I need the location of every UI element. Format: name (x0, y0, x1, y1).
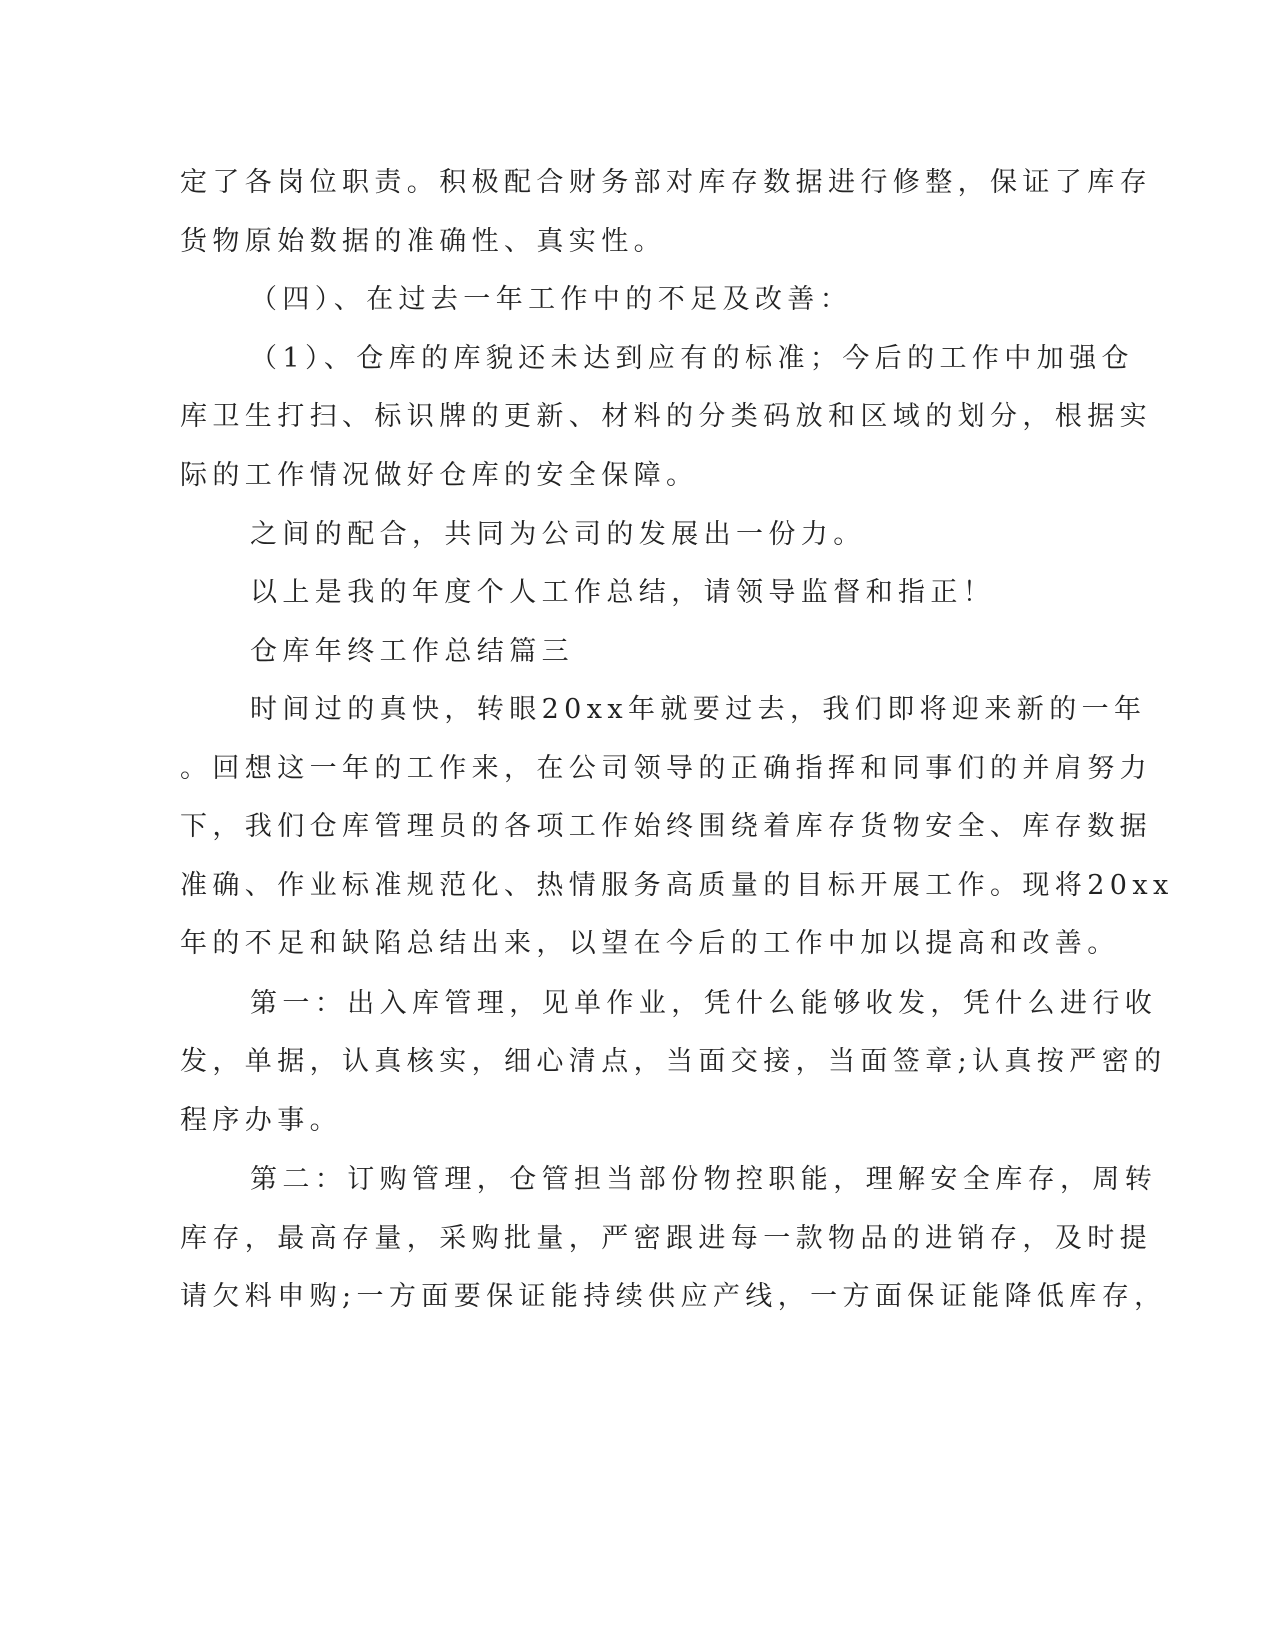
text-line: 请欠料申购;一方面要保证能持续供应产线，一方面保证能降低库存， (180, 1281, 1167, 1312)
text-line: 第二：订购管理，仓管担当部份物控职能，理解安全库存，周转 (250, 1164, 1158, 1195)
text-line: 年的不足和缺陷总结出来，以望在今后的工作中加以提高和改善。 (180, 928, 1120, 959)
text-line: 际的工作情况做好仓库的安全保障。 (180, 460, 699, 491)
text-line: 发，单据，认真核实，细心清点，当面交接，当面签章;认真按严密的 (180, 1046, 1167, 1077)
text-line: 。回想这一年的工作来，在公司领导的正确指挥和同事们的并肩努力 (180, 753, 1152, 784)
text-line: 时间过的真快，转眼20xx年就要过去，我们即将迎来新的一年 (250, 694, 1147, 725)
text-line: （1）、仓库的库貌还未达到应有的标准；今后的工作中加强仓 (250, 343, 1134, 374)
text-line: 之间的配合，共同为公司的发展出一份力。 (250, 519, 866, 550)
text-line: 库存，最高存量，采购批量，严密跟进每一款物品的进销存，及时提 (180, 1223, 1152, 1254)
text-line: 以上是我的年度个人工作总结，请领导监督和指正！ (250, 577, 996, 608)
text-line: 定了各岗位职责。积极配合财务部对库存数据进行修整，保证了库存 (180, 167, 1152, 198)
text-line: 第一：出入库管理，见单作业，凭什么能够收发，凭什么进行收 (250, 988, 1158, 1019)
section-heading: （四）、在过去一年工作中的不足及改善： (250, 284, 853, 315)
text-line: 程序办事。 (180, 1105, 342, 1136)
section-title: 仓库年终工作总结篇三 (250, 636, 574, 667)
text-line: 货物原始数据的准确性、真实性。 (180, 226, 666, 257)
text-line: 库卫生打扫、标识牌的更新、材料的分类码放和区域的划分，根据实 (180, 401, 1152, 432)
text-line: 下，我们仓库管理员的各项工作始终围绕着库存货物安全、库存数据 (180, 811, 1152, 842)
text-line: 准确、作业标准规范化、热情服务高质量的目标开展工作。现将20xx (180, 870, 1174, 901)
